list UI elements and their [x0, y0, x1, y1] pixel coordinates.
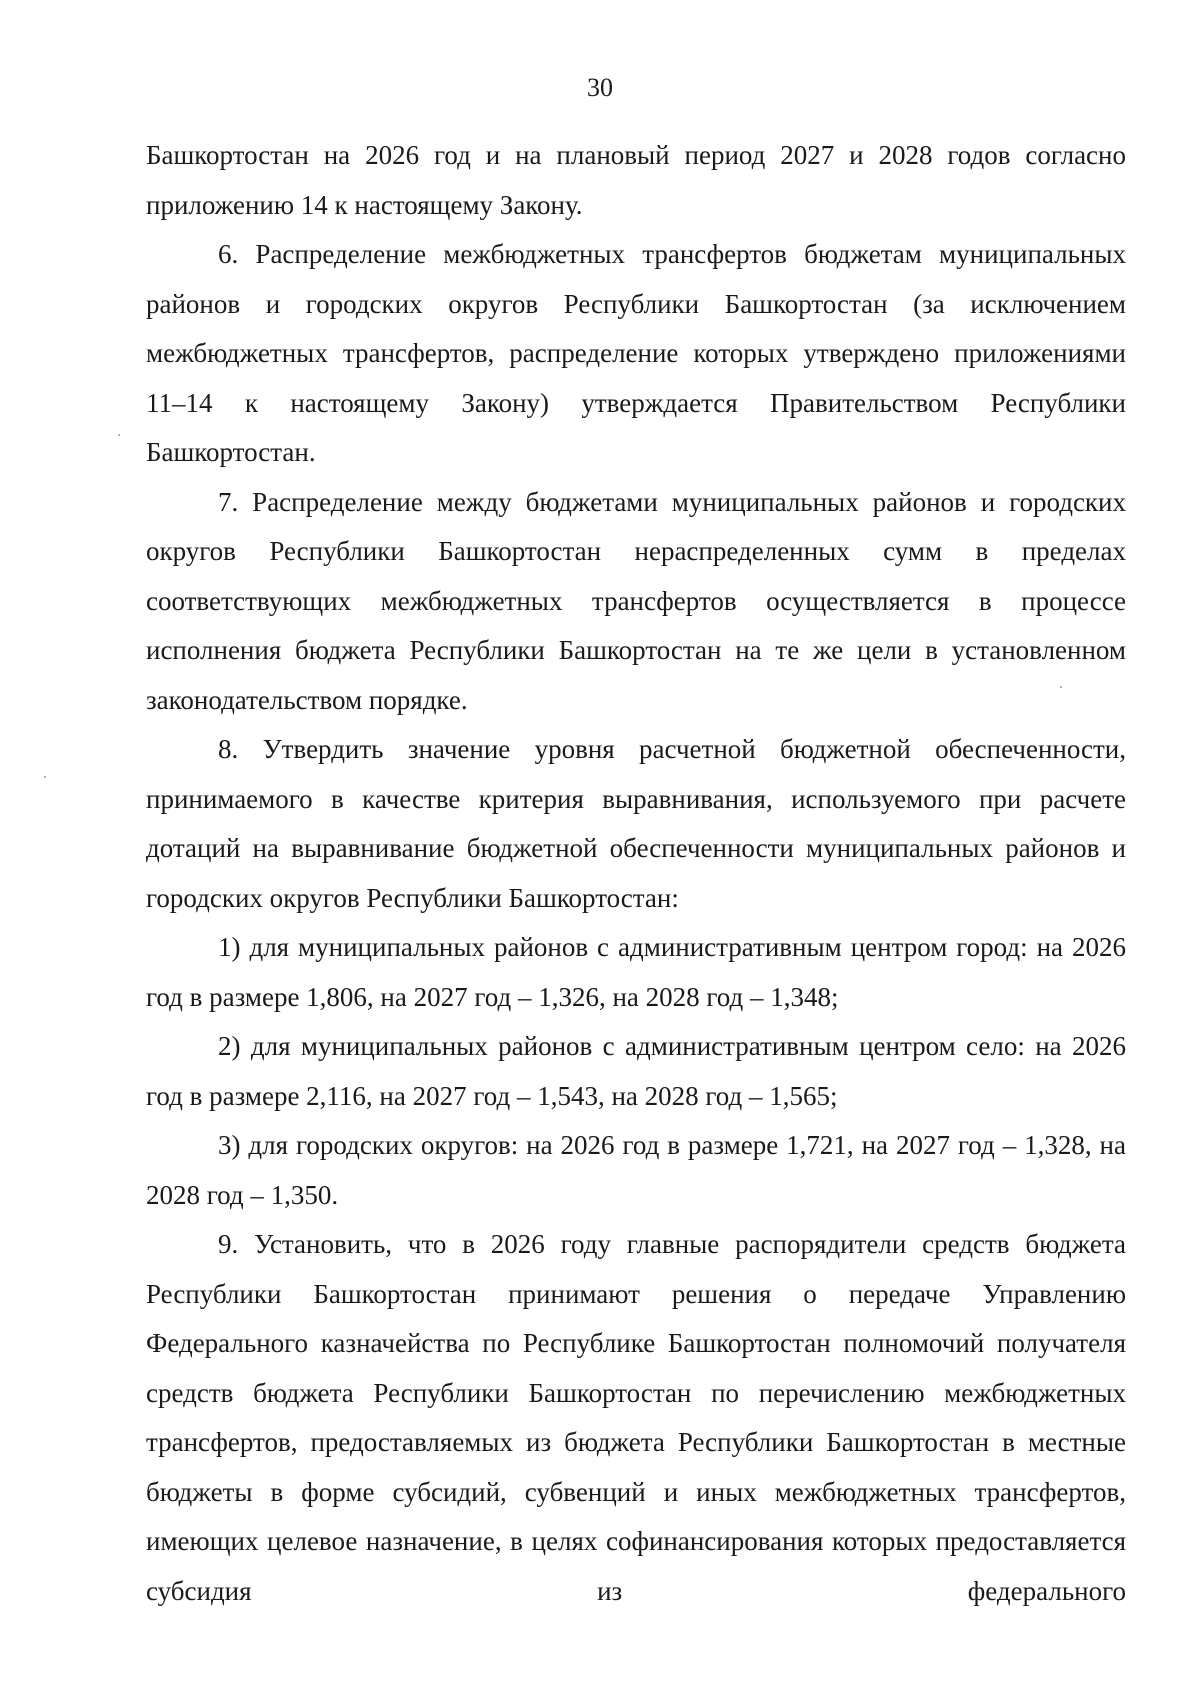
paragraph-item-9: 9. Установить, что в 2026 году главные распорядители средств бюджета Республики Башкортостан принимают решения о передаче Управлению Федерального казначейства по Республике Башкортостан полномочий получателя средств бюджета Республики Башкортостан по перечислению межбюджетных трансфертов, предоставляемых из бюджета Республики Башкортостан в местные бюджеты в форме субсидий, субвенций и иных межбюджетных трансфертов, имеющих целевое назначение, в целях софинансирования которых предоставляется субсидия из федерального	[146, 1229, 1126, 1606]
paragraph-item-8-sub-3: 3) для городских округов: на 2026 год в размере 1,721, на 2027 год – 1,328, на 2028 год – 1,350.	[146, 1130, 1126, 1210]
paragraph-continuation: Башкортостан на 2026 год и на плановый период 2027 и 2028 годов согласно приложению 14 к настоящему Закону.	[146, 140, 1126, 220]
paragraph-item-8-sub-2: 2) для муниципальных районов с административным центром село: на 2026 год в размере 2,116, на 2027 год – 1,543, на 2028 год – 1,565;	[146, 1031, 1126, 1111]
scan-speck	[1060, 686, 1062, 688]
paragraph-item-8: 8. Утвердить значение уровня расчетной бюджетной обеспеченности, принимаемого в качестве критерия выравнивания, используемого при расчете дотаций на выравнивание бюджетной обеспеченности муниципальных районов и городских округов Республики Башкортостан:	[146, 734, 1126, 913]
scan-speck	[44, 776, 46, 778]
document-body	[146, 131, 1126, 1616]
paragraph-item-7: 7. Распределение между бюджетами муниципальных районов и городских округов Республики Башкортостан нераспределенных сумм в пределах соответствующих межбюджетных трансфертов осуществляется в процессе исполнения бюджета Республики Башкортостан на те же цели в установленном законодательством порядке.	[146, 486, 1126, 715]
page-number: 30	[587, 73, 613, 102]
paragraph-item-8-sub-1: 1) для муниципальных районов с административным центром город: на 2026 год в размере 1,806, на 2027 год – 1,326, на 2028 год – 1,348;	[146, 932, 1126, 1012]
paragraph-item-6: 6. Распределение межбюджетных трансфертов бюджетам муниципальных районов и городских округов Республики Башкортостан (за исключением межбюджетных трансфертов, распределение которых утверждено приложениями 11–14 к настоящему Закону) утверждается Правительством Республики Башкортостан.	[146, 239, 1126, 467]
scan-speck	[118, 434, 120, 436]
